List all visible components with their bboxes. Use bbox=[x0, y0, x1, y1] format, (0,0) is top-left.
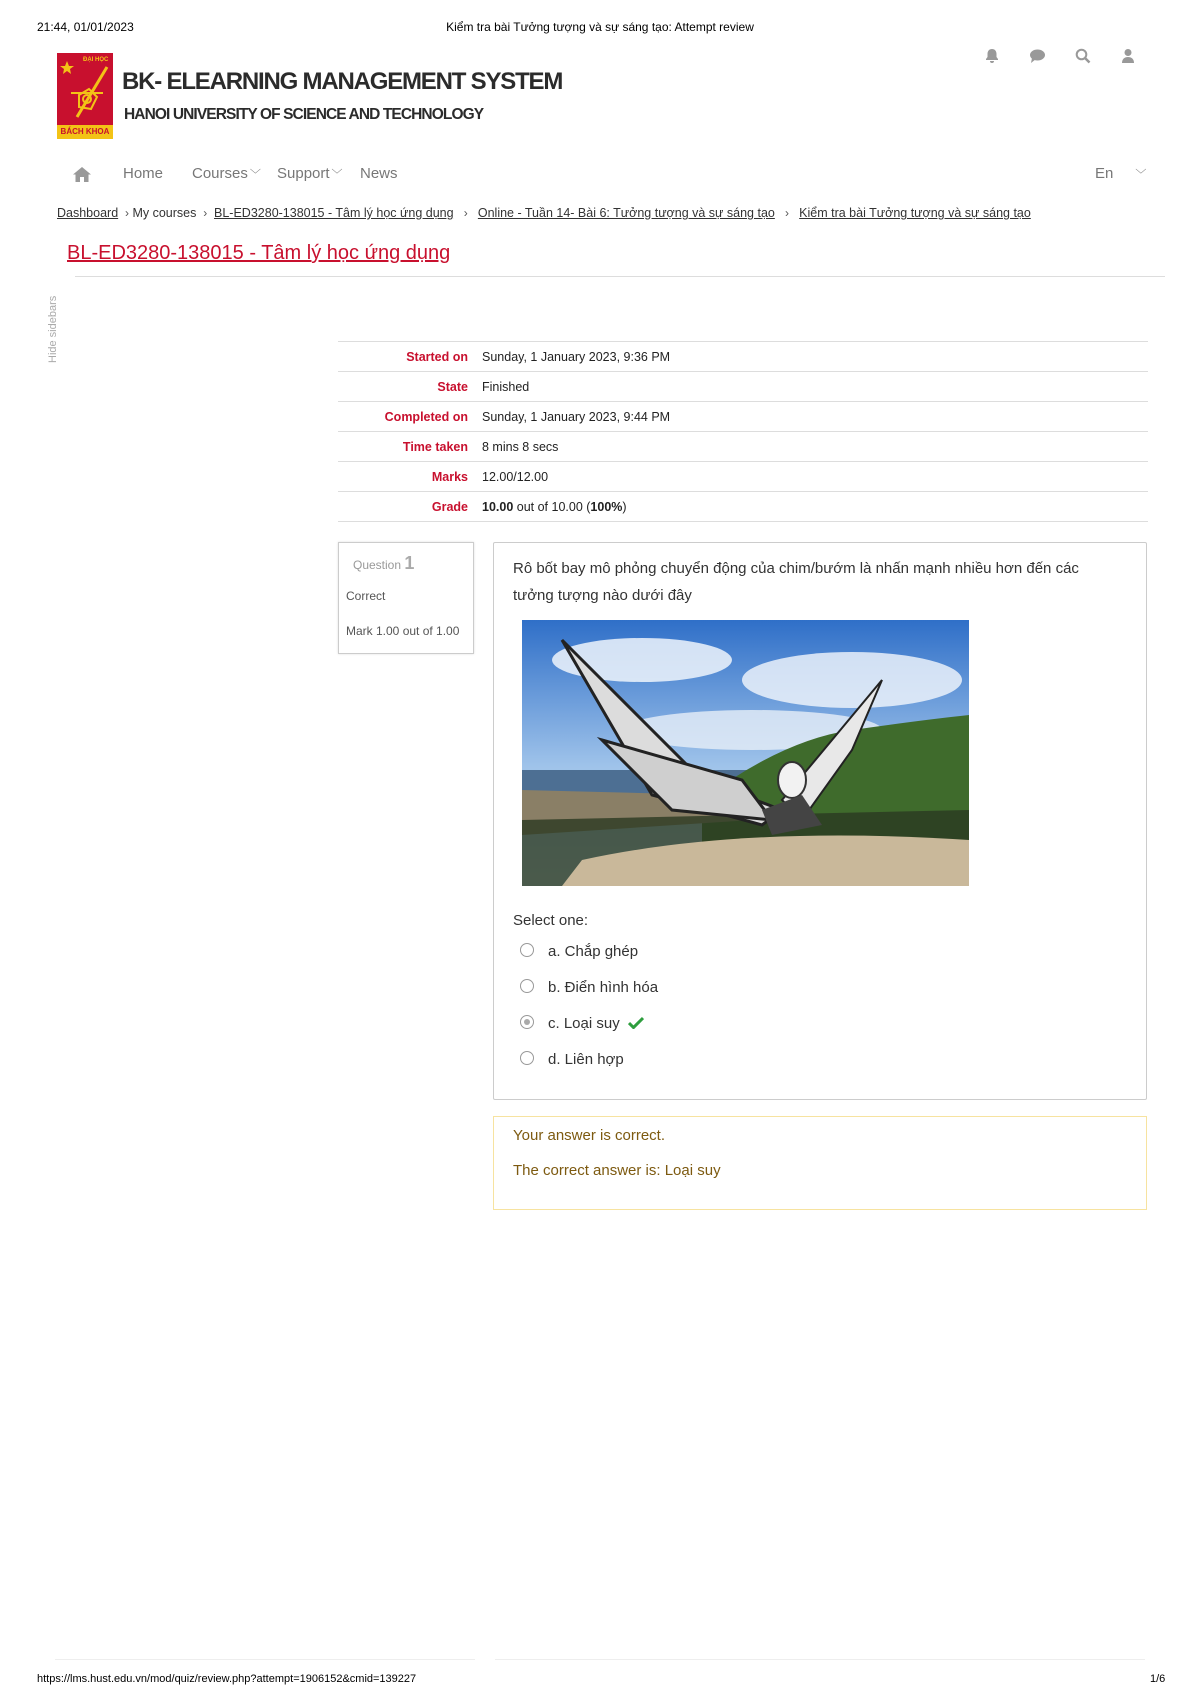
summary-row bbox=[338, 342, 1148, 372]
nav-support[interactable] bbox=[277, 165, 343, 182]
summary-row bbox=[338, 462, 1148, 492]
logo-bottom-text: BÁCH KHOA bbox=[57, 125, 113, 139]
language-selector[interactable] bbox=[1095, 165, 1146, 182]
breadcrumb-my-courses: My courses bbox=[132, 206, 197, 220]
summary-row bbox=[338, 372, 1148, 402]
chevron-down-icon: ﹀ bbox=[331, 169, 343, 181]
breadcrumb-section[interactable]: Online - Tuần 14- Bài 6: Tưởng tượng và sự sáng tạo bbox=[477, 206, 775, 220]
breadcrumb bbox=[57, 206, 1031, 220]
question-label: Question bbox=[353, 558, 402, 572]
logo-top-text: ĐẠI HỌC bbox=[83, 57, 109, 63]
correct-check-icon bbox=[628, 1016, 644, 1029]
question-info bbox=[338, 542, 474, 654]
answer-option-label: c. Loại suy bbox=[548, 1015, 620, 1032]
language-label: En bbox=[1095, 165, 1114, 182]
answer-option-b[interactable] bbox=[520, 979, 658, 996]
chat-icon[interactable] bbox=[1029, 48, 1046, 69]
summary-row-grade bbox=[338, 492, 1148, 522]
grade-score: 10.00 bbox=[482, 499, 514, 514]
chevron-right-icon: › bbox=[778, 206, 796, 220]
breadcrumb-course[interactable]: BL-ED3280-138015 - Tâm lý học ứng dụng bbox=[214, 206, 454, 220]
chevron-down-icon: ﹀ bbox=[1135, 169, 1147, 181]
summary-value: 12.00/12.00 bbox=[482, 462, 1148, 492]
chevron-down-icon: ﹀ bbox=[249, 169, 261, 181]
breadcrumb-dashboard[interactable]: Dashboard bbox=[57, 206, 119, 220]
question-status: Correct bbox=[346, 589, 386, 603]
question-number-label bbox=[353, 553, 414, 574]
home-icon[interactable] bbox=[73, 167, 91, 187]
robot-bird-image bbox=[522, 620, 969, 886]
brand-title: BK- ELEARNING MANAGEMENT SYSTEM bbox=[122, 68, 563, 95]
nav-home[interactable]: Home bbox=[123, 165, 164, 182]
summary-label: Time taken bbox=[338, 432, 482, 462]
summary-label: Marks bbox=[338, 462, 482, 492]
question-text: Rô bốt bay mô phỏng chuyển động của chim/bướm là nhấn mạnh nhiều hơn đến các tưởng tượng nào dưới đây bbox=[513, 560, 1079, 604]
answer-option-label: d. Liên hợp bbox=[548, 1051, 624, 1068]
summary-value: 8 mins 8 secs bbox=[482, 432, 1148, 462]
summary-row bbox=[338, 432, 1148, 462]
summary-label: Grade bbox=[338, 492, 482, 522]
answer-option-c[interactable] bbox=[520, 1015, 644, 1032]
nav-support-label: Support bbox=[277, 165, 330, 182]
brand-subtitle: HANOI UNIVERSITY OF SCIENCE AND TECHNOLOGY bbox=[124, 106, 484, 123]
summary-label: State bbox=[338, 372, 482, 402]
radio-button[interactable] bbox=[520, 1051, 534, 1065]
radio-button[interactable] bbox=[520, 943, 534, 957]
radio-button[interactable] bbox=[520, 979, 534, 993]
summary-value: Sunday, 1 January 2023, 9:44 PM bbox=[482, 402, 1148, 432]
chevron-right-icon: › bbox=[457, 206, 475, 220]
nav-courses-label: Courses bbox=[192, 165, 248, 182]
attempt-summary-table bbox=[338, 341, 1148, 522]
grade-close: ) bbox=[622, 499, 627, 514]
answer-option-a[interactable] bbox=[520, 943, 638, 960]
grade-out-of: out of 10.00 ( bbox=[513, 499, 591, 514]
summary-value: Finished bbox=[482, 372, 1148, 402]
chevron-right-icon: › bbox=[121, 206, 129, 220]
search-icon[interactable] bbox=[1075, 48, 1091, 69]
radio-button-selected[interactable] bbox=[520, 1015, 534, 1029]
question-number: 1 bbox=[404, 553, 415, 573]
hust-logo[interactable] bbox=[57, 53, 113, 139]
hide-sidebars-toggle[interactable]: Hide sidebars bbox=[47, 295, 59, 363]
user-icon[interactable] bbox=[1121, 48, 1135, 69]
summary-label: Completed on bbox=[338, 402, 482, 432]
print-page-number: 1/6 bbox=[1150, 1673, 1166, 1685]
feedback-result: Your answer is correct. bbox=[513, 1127, 666, 1144]
divider bbox=[55, 1659, 475, 1660]
answer-option-d[interactable] bbox=[520, 1051, 624, 1068]
grade-percent: 100% bbox=[590, 499, 623, 514]
question-mark: Mark 1.00 out of 1.00 bbox=[346, 624, 460, 638]
chevron-right-icon: › bbox=[199, 206, 211, 220]
print-datetime: 21:44, 01/01/2023 bbox=[37, 20, 134, 34]
nav-news[interactable]: News bbox=[360, 165, 398, 182]
bell-icon[interactable] bbox=[984, 48, 1000, 69]
divider bbox=[75, 276, 1165, 277]
print-url: https://lms.hust.edu.vn/mod/quiz/review.php?attempt=1906152&cmid=139227 bbox=[37, 1673, 417, 1685]
divider bbox=[495, 1659, 1145, 1660]
print-page-title: Kiểm tra bài Tưởng tượng và sự sáng tạo: Attempt review bbox=[446, 20, 754, 34]
logo-emblem-icon bbox=[57, 53, 113, 125]
summary-row bbox=[338, 402, 1148, 432]
answer-option-label: a. Chắp ghép bbox=[548, 943, 639, 960]
nav-courses[interactable] bbox=[192, 165, 261, 182]
summary-label: Started on bbox=[338, 342, 482, 372]
course-title[interactable]: BL-ED3280-138015 - Tâm lý học ứng dụng bbox=[67, 242, 451, 264]
select-one-label: Select one: bbox=[513, 912, 589, 929]
summary-value: Sunday, 1 January 2023, 9:36 PM bbox=[482, 342, 1148, 372]
breadcrumb-quiz[interactable]: Kiểm tra bài Tưởng tượng và sự sáng tạo bbox=[799, 206, 1031, 220]
grade-value bbox=[482, 492, 1148, 522]
feedback-correct-answer: The correct answer is: Loại suy bbox=[513, 1162, 721, 1179]
answer-option-label: b. Điển hình hóa bbox=[548, 979, 659, 996]
